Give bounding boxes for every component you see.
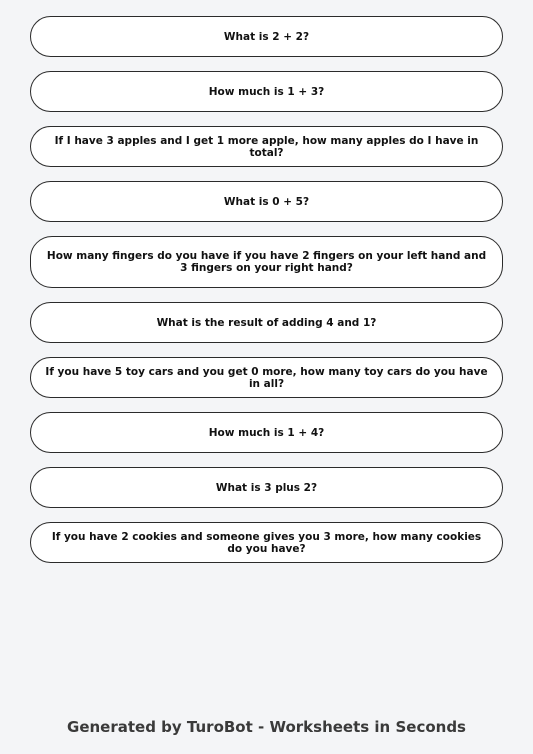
question-box [30, 412, 503, 453]
question-text: How many fingers do you have if you have 2 fingers on your left hand and 3 fingers on your right hand? [46, 250, 487, 274]
question-text: What is 0 + 5? [223, 195, 310, 208]
question-text: How much is 1 + 3? [208, 85, 325, 98]
question-text: What is 2 + 2? [223, 30, 310, 43]
question-box [30, 522, 503, 563]
question-box [30, 181, 503, 222]
question-text: How much is 1 + 4? [208, 426, 325, 439]
question-box [30, 302, 503, 343]
question-text: What is 3 plus 2? [215, 481, 318, 494]
question-box [30, 16, 503, 57]
question-box [30, 467, 503, 508]
question-box [30, 357, 503, 398]
question-box [30, 71, 503, 112]
question-text: If you have 2 cookies and someone gives you 3 more, how many cookies do you have? [51, 530, 482, 555]
question-list [30, 16, 503, 563]
question-box [30, 126, 503, 167]
question-text: If I have 3 apples and I get 1 more apple, how many apples do I have in total? [54, 134, 479, 159]
question-text: If you have 5 toy cars and you get 0 more, how many toy cars do you have in all? [45, 365, 488, 390]
question-box [30, 236, 503, 288]
footer-credit: Generated by TuroBot - Worksheets in Seconds [67, 718, 466, 736]
question-text: What is the result of adding 4 and 1? [156, 316, 377, 329]
